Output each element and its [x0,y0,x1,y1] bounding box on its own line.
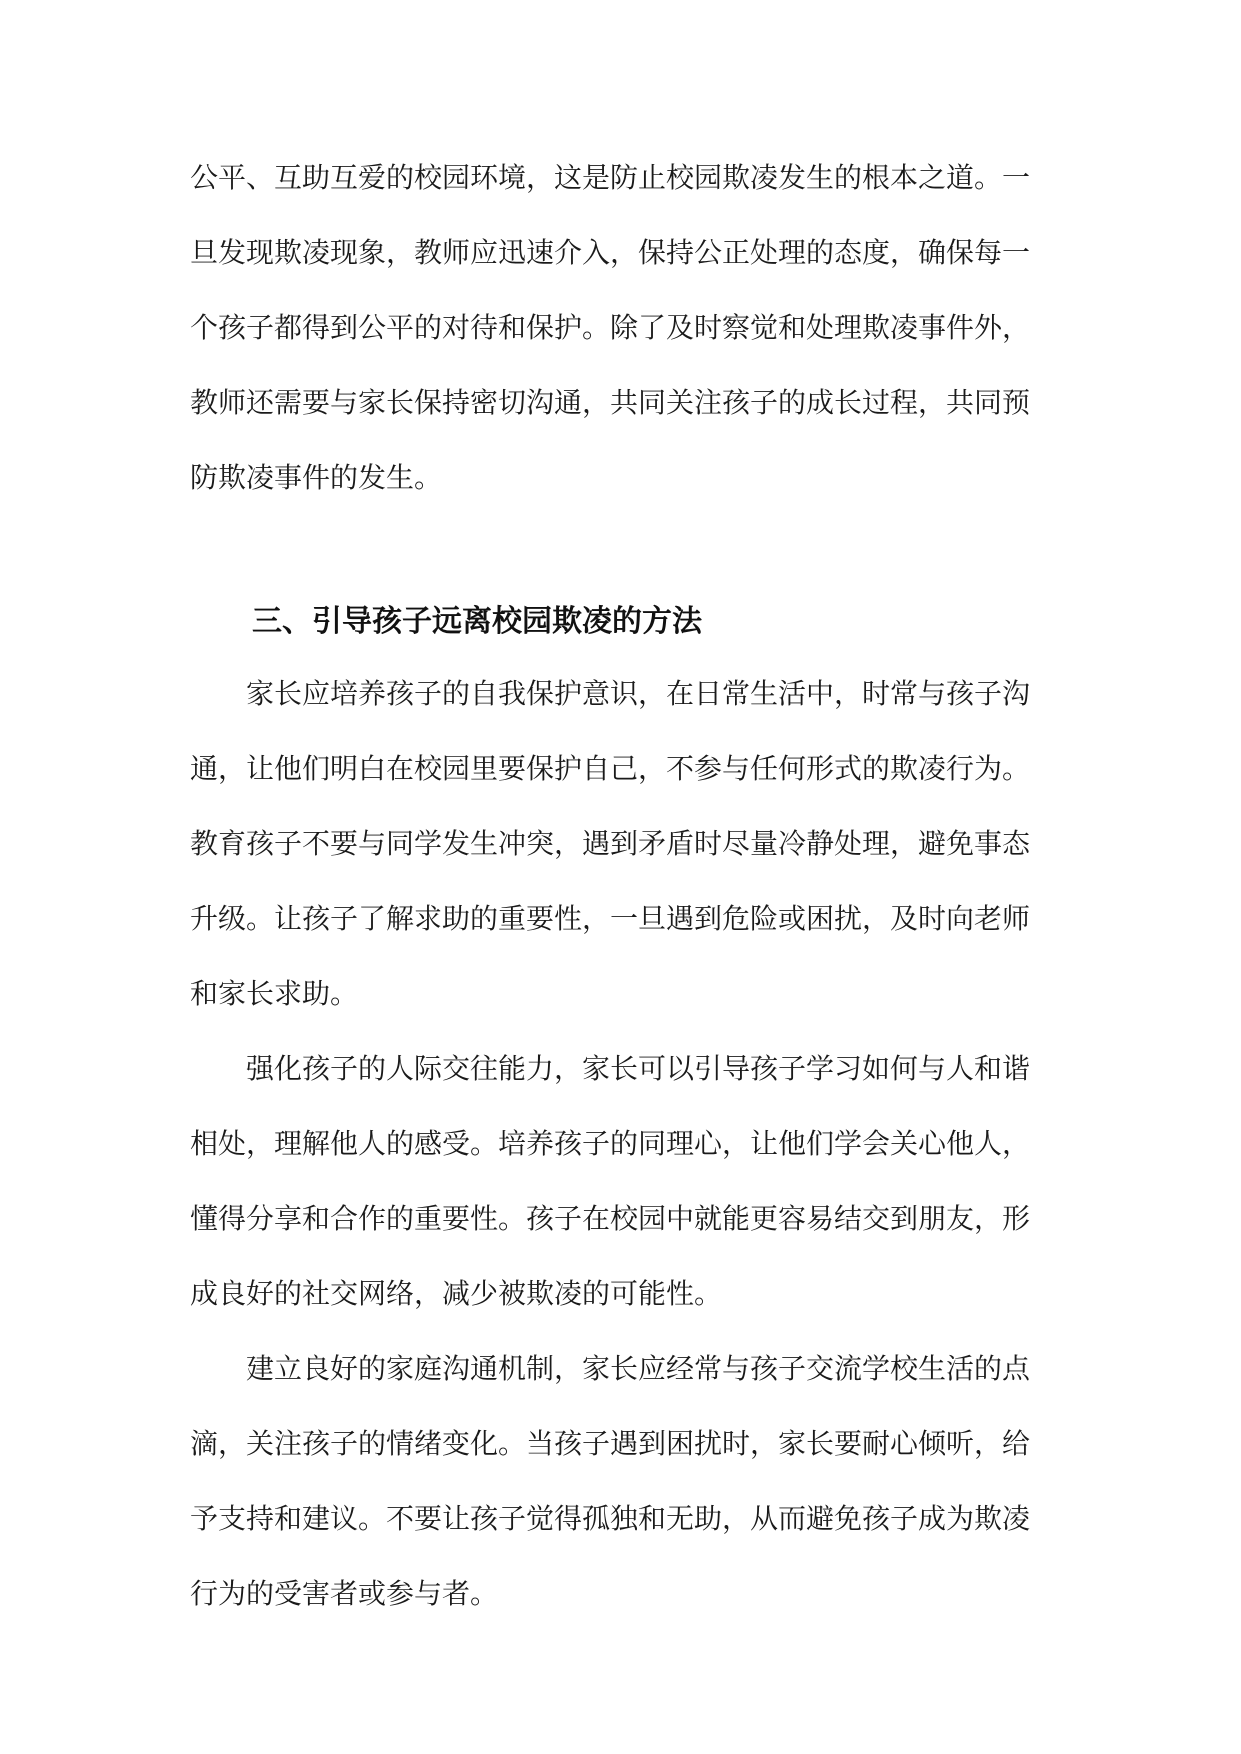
paragraph-line: 懂得分享和合作的重要性。孩子在校园中就能更容易结交到朋友，形 [190,1202,1031,1235]
paragraph-3 [190,1031,1060,1331]
paragraph-4 [190,1331,1060,1631]
paragraph-2 [190,656,1060,1031]
paragraph-line: 旦发现欺凌现象，教师应迅速介入，保持公正处理的态度，确保每一 [190,236,1031,269]
paragraph-line: 和家长求助。 [190,977,359,1010]
document-body [190,140,1060,1631]
paragraph-line: 建立良好的家庭沟通机制，家长应经常与孩子交流学校生活的点 [190,1352,1031,1385]
paragraph-line: 教师还需要与家长保持密切沟通，共同关注孩子的成长过程，共同预 [190,386,1031,419]
paragraph-line: 教育孩子不要与同学发生冲突，遇到矛盾时尽量冷静处理，避免事态 [190,827,1031,860]
section-heading: 三、引导孩子远离校园欺凌的方法 [252,604,702,639]
paragraph-line: 家长应培养孩子的自我保护意识，在日常生活中，时常与孩子沟 [190,677,1031,710]
paragraph-line: 成良好的社交网络，减少被欺凌的可能性。 [190,1277,723,1310]
paragraph-line: 强化孩子的人际交往能力，家长可以引导孩子学习如何与人和谐 [190,1052,1031,1085]
paragraph-line: 行为的受害者或参与者。 [190,1577,499,1610]
paragraph-line: 个孩子都得到公平的对待和保护。除了及时察觉和处理欺凌事件外， [190,311,1031,344]
paragraph-line: 予支持和建议。不要让孩子觉得孤独和无助，从而避免孩子成为欺凌 [190,1502,1031,1535]
paragraph-line: 防欺凌事件的发生。 [190,461,443,494]
paragraph-line: 公平、互助互爱的校园环境，这是防止校园欺凌发生的根本之道。一 [190,161,1031,194]
paragraph-line: 相处，理解他人的感受。培养孩子的同理心，让他们学会关心他人， [190,1127,1031,1160]
paragraph-line: 通，让他们明白在校园里要保护自己，不参与任何形式的欺凌行为。 [190,752,1031,785]
paragraph-1 [190,140,1060,515]
paragraph-line: 升级。让孩子了解求助的重要性，一旦遇到危险或困扰，及时向老师 [190,902,1031,935]
paragraph-line: 滴，关注孩子的情绪变化。当孩子遇到困扰时，家长要耐心倾听，给 [190,1427,1031,1460]
